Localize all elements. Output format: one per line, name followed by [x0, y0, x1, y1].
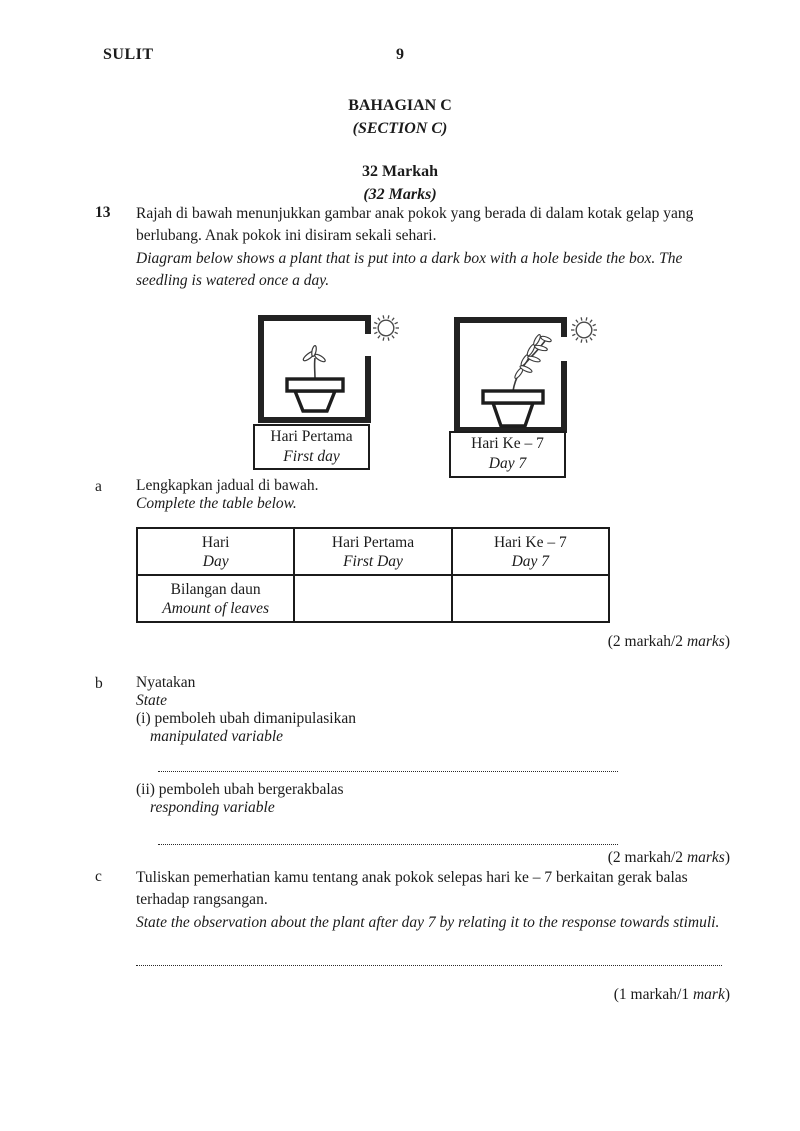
part-c-text-malay: Tuliskan pemerhatian kamu tentang anak pokok selepas hari ke – 7 berkaitan gerak balas terhadap rangsangan.: [136, 869, 688, 909]
part-b-heading-malay: Nyatakan: [136, 674, 196, 691]
part-b-item-i-english: manipulated variable: [150, 728, 284, 745]
day1-label-box: [253, 424, 370, 470]
part-a: [95, 477, 735, 513]
table-row: [137, 575, 609, 622]
part-b-letter: b: [95, 675, 103, 692]
table-row-label-leaves: Bilangan daun Amount of leaves: [137, 575, 294, 622]
dark-box-day7-illustration: [449, 313, 603, 437]
part-b-item-i-malay: (i) pemboleh ubah dimanipulasikan: [136, 710, 356, 727]
section-title-english: (SECTION C): [352, 120, 448, 137]
table-header-day-7: Hari Ke – 7 Day 7: [452, 528, 609, 575]
confidential-label: SULIT: [103, 46, 154, 63]
part-c-marks: (1 markah/1 mark): [613, 986, 730, 1003]
question-13: [95, 203, 720, 293]
sun-icon: [571, 317, 597, 342]
part-b-heading-english: State: [136, 692, 167, 709]
page-number: 9: [396, 46, 404, 63]
part-b-marks: (2 markah/2 marks): [607, 849, 730, 866]
day7-label-malay: Hari Ke – 7: [471, 435, 544, 452]
part-b-item-ii-english: responding variable: [150, 799, 275, 816]
section-marks-malay: 32 Markah: [362, 163, 438, 180]
plant-pot-icon: [287, 379, 343, 411]
plant-pot-icon: [483, 391, 543, 426]
table-header-day: Hari Day: [137, 528, 294, 575]
spacer: [0, 140, 800, 160]
section-marks-english: (32 Marks): [363, 186, 437, 203]
answer-cell-first-day: [294, 575, 451, 622]
dark-box-day1-illustration: [253, 311, 405, 427]
question-text-malay: Rajah di bawah menunjukkan gambar anak pokok yang berada di dalam kotak gelap yang berlubang. Anak pokok ini disiram sekali sehari.: [136, 205, 694, 245]
table-header-row: [137, 528, 609, 575]
table-header-first-day: Hari Pertama First Day: [294, 528, 451, 575]
part-b: [95, 674, 695, 746]
part-c: [95, 867, 735, 934]
day1-label-malay: Hari Pertama: [270, 428, 353, 445]
answer-cell-day-7: [452, 575, 609, 622]
day7-label-english: Day 7: [488, 455, 527, 472]
part-c-text-english: State the observation about the plant after day 7 by relating it to the response towards stimuli.: [136, 913, 720, 931]
section-header: [0, 94, 800, 206]
part-a-marks: (2 markah/2 marks): [607, 633, 730, 650]
answer-line-b-i: [158, 769, 618, 772]
answer-table: [136, 527, 610, 623]
part-c-letter: c: [95, 868, 102, 885]
part-b-item-ii-malay: (ii) pemboleh ubah bergerakbalas: [136, 781, 344, 798]
part-a-letter: a: [95, 478, 102, 495]
plant-leaves: [514, 334, 552, 380]
question-number: 13: [95, 204, 111, 221]
day1-label-english: First day: [283, 448, 340, 465]
answer-line-c: [136, 963, 722, 966]
answer-line-b-ii: [158, 842, 618, 845]
part-a-instruction-english: Complete the table below.: [136, 494, 297, 512]
section-title-malay: BAHAGIAN C: [348, 97, 452, 114]
question-text-english: Diagram below shows a plant that is put into a dark box with a hole beside the box. The seedling is watered once a day.: [136, 249, 683, 290]
day7-label-box: [449, 431, 566, 478]
part-b-item-ii: [136, 781, 344, 817]
part-a-instruction-malay: Lengkapkan jadual di bawah.: [136, 477, 319, 494]
sun-icon: [373, 315, 399, 340]
